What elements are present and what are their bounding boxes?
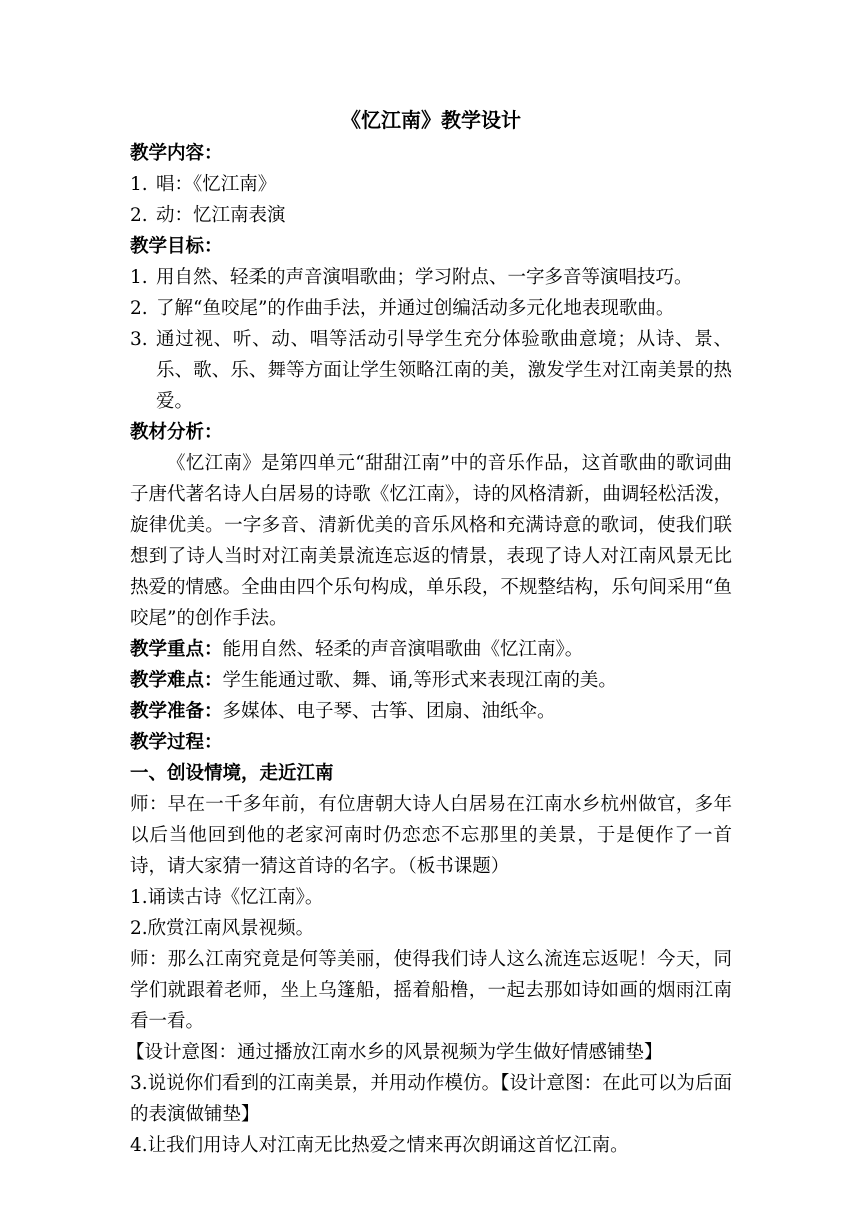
preparation: 教学准备：多媒体、电子琴、古筝、团扇、油纸伞。 (130, 701, 556, 722)
material-analysis-text: 《忆江南》是第四单元“甜甜江南”中的音乐作品，这首歌曲的歌词曲子唐代著名诗人白居易的诗歌《忆江南》，诗的风格清新，曲调轻松活泼，旋律优美。一字多音、清新优美的音乐风格和充满诗意的歌词，使我们联想到了诗人当时对江南美景流连忘返的情景，表现了诗人对江南风景无比热爱的情感。全曲由四个乐句构成，单乐段，不规整结构，乐句间采用“鱼咬尾”的创作手法。 (130, 453, 732, 629)
goal-item: 1. 用自然、轻柔的声音演唱歌曲；学习附点、一字多音等演唱技巧。 (130, 267, 693, 288)
step-item: 1.诵读古诗《忆江南》。 (130, 887, 324, 908)
document-title: 《忆江南》教学设计 (341, 108, 521, 132)
goal-item: 3. 通过视、听、动、唱等活动引导学生充分体验歌曲意境；从诗、景、乐、歌、乐、舞等方面让学生领略江南的美，激发学生对江南美景的热爱。 (130, 329, 732, 412)
key-point: 教学重点：能用自然、轻柔的声音演唱歌曲《忆江南》。 (130, 639, 584, 660)
step-item: 4.让我们用诗人对江南无比热爱之情来再次朗诵这首忆江南。 (130, 1135, 629, 1156)
content-item: 2. 动：忆江南表演 (130, 205, 286, 226)
material-analysis-heading: 教材分析： (130, 422, 223, 443)
goal-item: 2. 了解“鱼咬尾”的作曲手法，并通过创编活动多元化地表现歌曲。 (130, 298, 675, 319)
teaching-process-heading: 教学过程： (130, 732, 223, 753)
content-item: 1. 唱：《忆江南》 (130, 174, 277, 195)
teacher-paragraph: 师：那么江南究竟是何等美丽，使得我们诗人这么流连忘返呢！今天，同学们就跟着老师，坐上乌篷船，摇着船橹，一起去那如诗如画的烟雨江南看一看。 (130, 949, 732, 1032)
teaching-content-heading: 教学内容： (130, 143, 223, 164)
difficulty: 教学难点：学生能通过歌、舞、诵,等形式来表现江南的美。 (130, 670, 617, 691)
design-intent: 【设计意图：通过播放江南水乡的风景视频为学生做好情感铺垫】 (126, 1042, 663, 1063)
document-body (126, 104, 732, 1161)
teaching-goals-heading: 教学目标： (130, 236, 223, 257)
teacher-paragraph: 师：早在一千多年前，有位唐朝大诗人白居易在江南水乡杭州做官，多年以后当他回到他的老家河南时仍恋恋不忘那里的美景，于是便作了一首诗，请大家猜一猜这首诗的名字。（板书课题） (130, 794, 732, 877)
step-item: 2.欣赏江南风景视频。 (130, 918, 315, 939)
step-item: 3.说说你们看到的江南美景，并用动作模仿。【设计意图：在此可以为后面的表演做铺垫】 (130, 1073, 732, 1125)
section-heading: 一、创设情境，走近江南 (130, 763, 334, 784)
